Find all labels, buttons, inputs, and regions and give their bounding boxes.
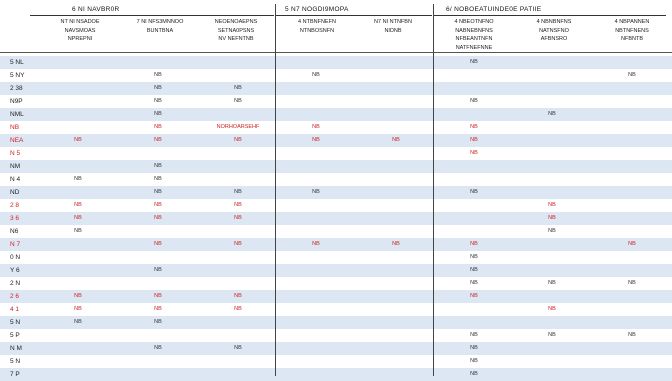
row-label: 2 8 (10, 202, 20, 209)
header-rule (0, 52, 672, 53)
row-label: ND (10, 189, 20, 196)
table-cell: NB (74, 228, 82, 234)
row-label: 2 N (10, 280, 21, 287)
table-cell: NB (234, 306, 242, 312)
table-row (0, 303, 672, 316)
table-cell: NB (234, 241, 242, 247)
table-cell: NB (234, 98, 242, 104)
table-cell: NB (154, 85, 162, 91)
table-cell: NB (154, 241, 162, 247)
table-row (0, 173, 672, 186)
subheader-8: 4 NBPANNEN NBTNFNENS NFBNTB (614, 19, 650, 42)
row-label: 5 NY (10, 72, 25, 79)
table-cell: NB (470, 254, 478, 260)
table-row (0, 134, 672, 147)
row-label: Y 6 (10, 267, 20, 274)
table-row (0, 290, 672, 303)
table-cell: NB (154, 293, 162, 299)
subheader-1: NT NI NSADOE NAVSMOAS NPREPNI (60, 19, 100, 42)
row-label: N M (10, 345, 22, 352)
table-cell: NB (470, 241, 478, 247)
table-cell: NB (154, 189, 162, 195)
table-cell: NB (154, 319, 162, 325)
row-label: N9P (10, 98, 23, 105)
table-cell: NORHOARSEHF (216, 124, 260, 130)
table-cell: NB (154, 202, 162, 208)
table-row (0, 69, 672, 82)
table-cell: NB (548, 332, 556, 338)
row-label: 3 6 (10, 215, 20, 222)
table-row (0, 316, 672, 329)
table-row (0, 82, 672, 95)
table-cell: NB (470, 345, 478, 351)
table-cell: NB (628, 280, 636, 286)
table-cell: NB (548, 202, 556, 208)
subheader-5: N7 NI NTNFBN NIDNB (374, 19, 412, 34)
table-cell: NB (154, 215, 162, 221)
table-cell: NB (470, 150, 478, 156)
table-cell: NB (74, 176, 82, 182)
group-header-2: 5 N7 NOGDI9MOPA (285, 6, 349, 13)
table-cell: NB (234, 189, 242, 195)
table-row (0, 186, 672, 199)
table-cell: NB (154, 345, 162, 351)
table-cell: NB (312, 124, 320, 130)
row-label: N 5 (10, 150, 21, 157)
row-label: NB (10, 124, 20, 131)
group-divider-2 (433, 4, 434, 376)
table-cell: NB (470, 332, 478, 338)
table-cell: NB (312, 72, 320, 78)
table-cell: NB (548, 228, 556, 234)
table-row (0, 355, 672, 368)
table-cell: NB (312, 189, 320, 195)
table-row (0, 225, 672, 238)
table-row (0, 251, 672, 264)
subheader-6: 4 NBEOTNFNO NABNEBNFNS NFBEANTNFN NATFNEFNNE (454, 19, 494, 51)
row-label: NM (10, 163, 21, 170)
table-cell: NB (470, 189, 478, 195)
table-row (0, 147, 672, 160)
row-label: 5 N (10, 319, 21, 326)
table-cell: NB (548, 306, 556, 312)
table-row (0, 212, 672, 225)
row-label: N6 (10, 228, 19, 235)
table-cell: NB (470, 98, 478, 104)
table-cell: NB (234, 345, 242, 351)
table-cell: NB (548, 111, 556, 117)
table-row (0, 95, 672, 108)
table-cell: NB (312, 137, 320, 143)
table-cell: NB (234, 137, 242, 143)
table-cell: NB (628, 332, 636, 338)
table-cell: NB (234, 202, 242, 208)
table-cell: NB (154, 137, 162, 143)
table-cell: NB (312, 241, 320, 247)
group-underline-1 (30, 15, 274, 16)
table-row (0, 329, 672, 342)
table-cell: NB (74, 137, 82, 143)
table-cell: NB (392, 241, 400, 247)
subheader-7: 4 NBNBNFNS NATNSFNO AFBNSRO (536, 19, 572, 42)
subheader-3: NEOENOAEPNS SETNA0PSNS NV NEFNTNB (214, 19, 258, 42)
table-cell: NB (234, 293, 242, 299)
row-label: 5 NL (10, 59, 24, 66)
table-row (0, 160, 672, 173)
row-label: NML (10, 111, 24, 118)
table-cell: NB (470, 59, 478, 65)
table-row (0, 342, 672, 355)
table-cell: NB (154, 163, 162, 169)
group-underline-3 (434, 15, 666, 16)
table-cell: NB (74, 202, 82, 208)
subheader-4: 4 NTBNFNEFN NTNBOSNFN (298, 19, 336, 34)
table-cell: NB (470, 137, 478, 143)
table-cell: NB (154, 176, 162, 182)
table-row (0, 121, 672, 134)
table-cell: NB (628, 241, 636, 247)
row-label: 2 38 (10, 85, 23, 92)
table-cell: NB (74, 215, 82, 221)
table-cell: NB (470, 124, 478, 130)
subheader-2: 7 NI NFS3MNNOO BUNTBNA (136, 19, 184, 34)
table-cell: NB (548, 215, 556, 221)
table-cell: NB (548, 280, 556, 286)
table-row (0, 264, 672, 277)
row-label: 0 N (10, 254, 21, 261)
table-cell: NB (154, 306, 162, 312)
table-row (0, 277, 672, 290)
table-cell: NB (470, 358, 478, 364)
row-label: 2 6 (10, 293, 20, 300)
table-cell: NB (154, 267, 162, 273)
group-header-3: 6/ NOBOEATUINDE0E PATIIE (446, 6, 542, 13)
table-cell: NB (470, 371, 478, 377)
table-cell: NB (234, 215, 242, 221)
table-cell: NB (470, 280, 478, 286)
table-cell: NB (154, 124, 162, 130)
table-cell: NB (74, 319, 82, 325)
row-label: 5 N (10, 358, 21, 365)
row-label: N 7 (10, 241, 21, 248)
group-underline-2 (276, 15, 432, 16)
table-row (0, 108, 672, 121)
table-cell: NB (154, 98, 162, 104)
table-row (0, 238, 672, 251)
row-label: 5 P (10, 332, 20, 339)
table-row (0, 368, 672, 381)
table-row (0, 56, 672, 69)
table-cell: NB (234, 85, 242, 91)
group-header-1: 6 NI NAVBR0R (72, 6, 120, 13)
row-label: 7 P (10, 371, 20, 378)
row-label: NEA (10, 137, 24, 144)
table-cell: NB (154, 111, 162, 117)
table-cell: NB (74, 306, 82, 312)
table-cell: NB (154, 72, 162, 78)
table-cell: NB (470, 293, 478, 299)
group-divider-1 (275, 4, 276, 376)
table-row (0, 199, 672, 212)
table-cell: NB (470, 267, 478, 273)
table-cell: NB (628, 72, 636, 78)
row-label: 4 1 (10, 306, 20, 313)
row-label: N 4 (10, 176, 21, 183)
table-cell: NB (74, 293, 82, 299)
table-cell: NB (392, 137, 400, 143)
